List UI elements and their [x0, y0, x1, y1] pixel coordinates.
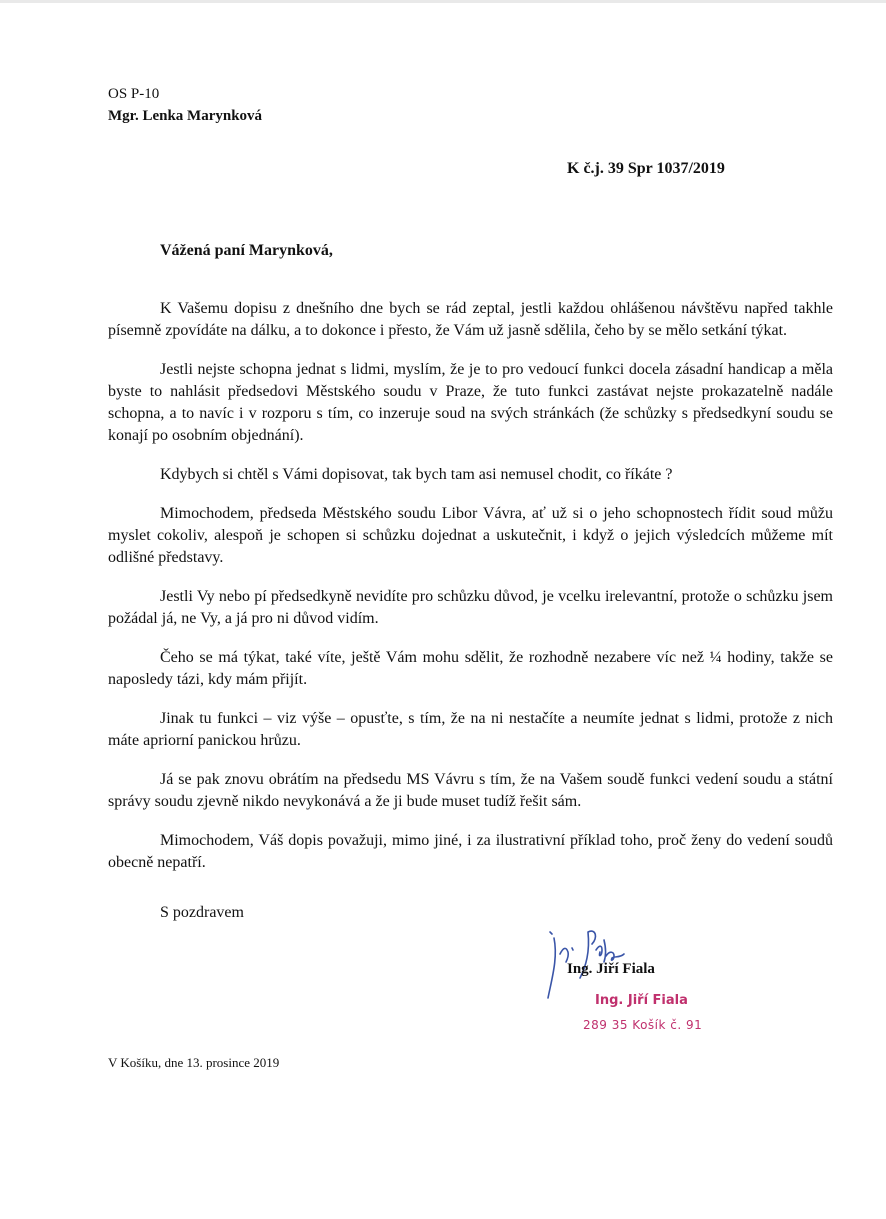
reference-number: K č.j. 39 Spr 1037/2019	[567, 160, 725, 177]
recipient-department: OS P-10	[108, 86, 160, 102]
stamp-name: Ing. Jiří Fiala	[595, 993, 688, 1008]
paragraph: Jestli Vy nebo pí předsedkyně nevidíte pro schůzku důvod, je vcelku irelevantní, protože o schůzku jsem požádal já, ne Vy, a já pro ni důvod vidím.	[108, 588, 833, 627]
recipient-name: Mgr. Lenka Marynková	[108, 108, 263, 124]
paragraph: Jinak tu funkci – viz výše – opusťte, s tím, že na ni nestačíte a neumíte jednat s lidmi, protože z nich máte apriorní panickou hrůzu.	[108, 710, 833, 749]
paragraph: K Vašemu dopisu z dnešního dne bych se rád zeptal, jestli každou ohlášenou návštěvu napřed takhle písemně zpovídáte na dálku, a to dokonce i přesto, že Vám už jasně sdělila, čeho by se mělo setkání týkat.	[108, 300, 833, 339]
paragraph: Mimochodem, předseda Městského soudu Libor Vávra, ať už si o jeho schopnostech řídit soud můžu myslet cokoliv, alespoň je schopen si schůzku dojednat a uskutečnit, i když o jejich výsledcích můžeme mít odlišné představy.	[108, 505, 833, 566]
paragraph: Jestli nejste schopna jednat s lidmi, myslím, že je to pro vedoucí funkci docela zásadní handicap a měla byste to nahlásit předsedovi Městského soudu v Praze, že tuto funkci zastávat nejste prokazatelně nadále schopna, a to navíc i v rozporu s tím, co inzeruje soud na svých stránkách (že schůzky s předsedkyní soudu se konají po osobním objednání).	[108, 361, 833, 444]
scan-edge	[0, 0, 886, 3]
signer-name: Ing. Jiří Fiala	[567, 961, 655, 977]
place-date: V Košíku, dne 13. prosince 2019	[108, 1055, 280, 1070]
letter-body	[108, 298, 833, 891]
paragraph: Čeho se má týkat, také víte, ještě Vám mohu sdělit, že rozhodně nezabere víc než ¼ hodiny, takže se naposledy tázi, kdy mám přijít.	[108, 649, 833, 688]
greeting: Vážená paní Marynková,	[160, 242, 333, 259]
stamp	[583, 989, 702, 1037]
paragraph: Mimochodem, Váš dopis považuji, mimo jiné, i za ilustrativní příklad toho, proč ženy do vedení soudů obecně nepatří.	[108, 832, 833, 871]
recipient-address	[108, 83, 262, 127]
paragraph: Já se pak znovu obrátím na předsedu MS Vávru s tím, že na Vašem soudě funkci vedení soudu a státní správy soudu zjevně nikdo nevykonává a že ji bude muset tudíž řešit sám.	[108, 771, 833, 810]
stamp-address: 289 35 Košík č. 91	[583, 1018, 703, 1032]
closing: S pozdravem	[160, 904, 244, 921]
paragraph: Kdybych si chtěl s Vámi dopisovat, tak bych tam asi nemusel chodit, co říkáte ?	[160, 466, 673, 483]
